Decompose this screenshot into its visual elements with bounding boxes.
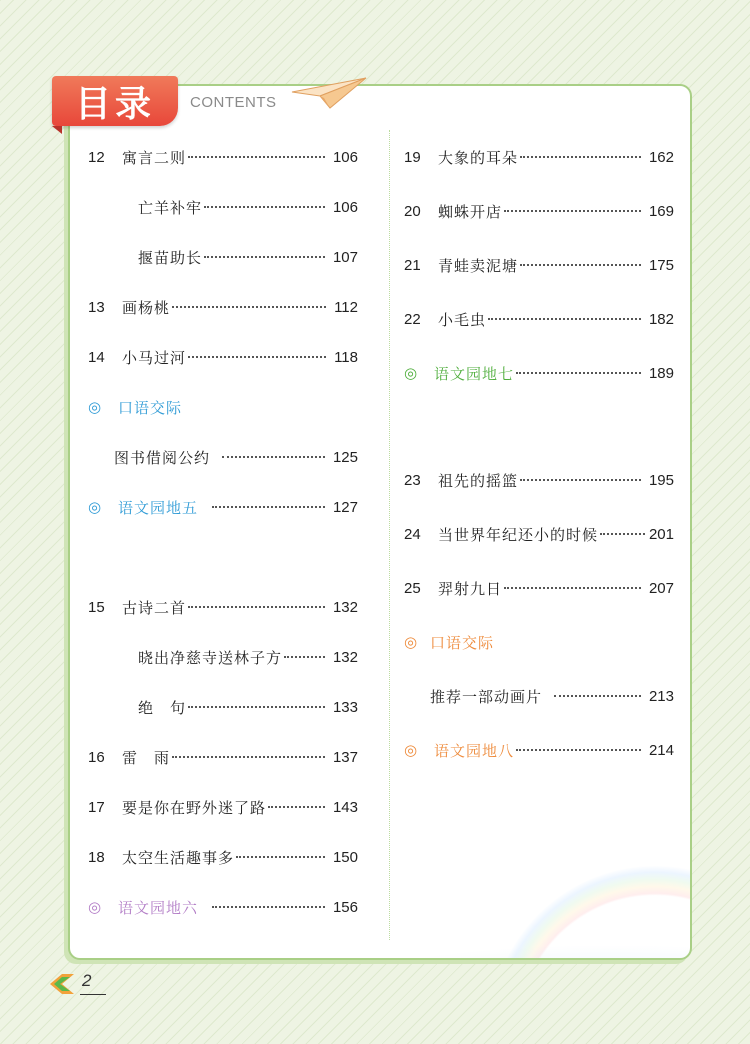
dot-leader — [188, 156, 325, 158]
entry-number: 16 — [88, 748, 105, 766]
dot-leader — [284, 656, 325, 658]
entry-title: 画杨桃 — [122, 298, 171, 317]
entry-page: 106 — [332, 198, 358, 216]
toc-entry[interactable] — [404, 145, 674, 169]
entry-title: 小马过河 — [122, 348, 187, 367]
dot-leader — [520, 479, 641, 481]
dot-leader — [554, 695, 641, 697]
entry-title: 青蛙卖泥塘 — [438, 256, 519, 275]
dot-leader — [520, 264, 641, 266]
dot-leader — [600, 533, 645, 535]
entry-number: 24 — [404, 525, 421, 543]
entry-title: 蜘蛛开店 — [438, 202, 503, 221]
entry-page: 112 — [334, 298, 358, 316]
entry-title: 祖先的摇篮 — [438, 471, 519, 490]
toc-section-heading[interactable] — [88, 395, 358, 419]
toc-section-entry[interactable] — [88, 495, 358, 519]
entry-title: 揠苗助长 — [138, 248, 203, 267]
entry-number: 15 — [88, 598, 105, 616]
toc-entry[interactable] — [404, 522, 674, 546]
entry-page: 214 — [648, 741, 674, 759]
toc-subentry[interactable] — [114, 445, 358, 469]
dot-leader — [204, 256, 325, 258]
dot-leader — [504, 210, 641, 212]
toc-entry[interactable] — [88, 595, 358, 619]
entry-page: 182 — [648, 310, 674, 328]
entry-page: 118 — [334, 348, 358, 366]
toc-subentry[interactable] — [138, 245, 358, 269]
dot-leader — [188, 706, 325, 708]
toc-entry[interactable] — [404, 199, 674, 223]
entry-page: 133 — [332, 698, 358, 716]
entry-page: 107 — [332, 248, 358, 266]
bullseye-icon: ◎ — [404, 633, 418, 651]
dot-leader — [516, 372, 641, 374]
entry-page: 137 — [332, 748, 358, 766]
entry-title: 推荐一部动画片 — [430, 687, 543, 706]
entry-page: 175 — [648, 256, 674, 274]
toc-section-entry[interactable] — [404, 738, 674, 762]
dot-leader — [236, 856, 325, 858]
entry-title: 雷 雨 — [122, 748, 171, 767]
entry-title: 寓言二则 — [122, 148, 187, 167]
section-title: 语文园地七 — [434, 364, 515, 383]
entry-title: 绝 句 — [138, 698, 187, 717]
entry-title: 亡羊补牢 — [138, 198, 203, 217]
dot-leader — [504, 587, 641, 589]
toc-entry[interactable] — [88, 795, 358, 819]
title-fold-decoration — [52, 126, 62, 134]
entry-number: 23 — [404, 471, 421, 489]
entry-page: 106 — [332, 148, 358, 166]
bullseye-icon: ◎ — [88, 398, 102, 416]
toc-section-entry[interactable] — [404, 361, 674, 385]
dot-leader — [488, 318, 641, 320]
cloud-decoration — [300, 946, 692, 960]
toc-section-entry[interactable] — [88, 895, 358, 919]
entry-page: 132 — [332, 598, 358, 616]
toc-entry[interactable] — [88, 295, 358, 319]
toc-subentry[interactable] — [138, 645, 358, 669]
entry-title: 大象的耳朵 — [438, 148, 519, 167]
page-number-underline — [80, 994, 106, 995]
entry-number: 22 — [404, 310, 421, 328]
entry-page: 201 — [648, 525, 674, 543]
entry-page: 189 — [648, 364, 674, 382]
entry-page: 195 — [648, 471, 674, 489]
toc-subentry[interactable] — [138, 695, 358, 719]
entry-number: 14 — [88, 348, 105, 366]
toc-entry[interactable] — [88, 745, 358, 769]
page-title: 目录 — [52, 76, 178, 126]
entry-number: 21 — [404, 256, 421, 274]
section-title: 语文园地八 — [434, 741, 515, 760]
toc-subentry[interactable] — [430, 684, 674, 708]
dot-leader — [268, 806, 325, 808]
section-title: 语文园地六 — [118, 898, 199, 917]
dot-leader — [222, 456, 325, 458]
toc-entry[interactable] — [404, 468, 674, 492]
bullseye-icon: ◎ — [404, 364, 418, 382]
toc-entry[interactable] — [404, 576, 674, 600]
toc-entry[interactable] — [88, 845, 358, 869]
toc-entry[interactable] — [404, 307, 674, 331]
toc-entry[interactable] — [88, 345, 358, 369]
bullseye-icon: ◎ — [88, 898, 102, 916]
dot-leader — [516, 749, 641, 751]
entry-page: 150 — [332, 848, 358, 866]
toc-subentry[interactable] — [138, 195, 358, 219]
toc-entry[interactable] — [404, 253, 674, 277]
entry-page: 213 — [648, 687, 674, 705]
entry-number: 12 — [88, 148, 105, 166]
chevron-left-icon — [50, 974, 74, 994]
toc-entry[interactable] — [88, 145, 358, 169]
entry-number: 13 — [88, 298, 105, 316]
dot-leader — [204, 206, 325, 208]
toc-section-heading[interactable] — [404, 630, 674, 654]
entry-number: 17 — [88, 798, 105, 816]
section-title: 口语交际 — [118, 398, 183, 417]
entry-page: 127 — [332, 498, 358, 516]
entry-page: 207 — [648, 579, 674, 597]
entry-page: 169 — [648, 202, 674, 220]
entry-page: 156 — [332, 898, 358, 916]
dot-leader — [188, 356, 326, 358]
entry-page: 132 — [332, 648, 358, 666]
entry-page: 125 — [332, 448, 358, 466]
dot-leader — [212, 506, 325, 508]
entry-title: 小毛虫 — [438, 310, 487, 329]
page-subtitle: CONTENTS — [190, 94, 277, 111]
section-title: 口语交际 — [430, 633, 495, 652]
entry-title: 太空生活趣事多 — [122, 848, 235, 867]
entry-title: 羿射九日 — [438, 579, 503, 598]
entry-title: 古诗二首 — [122, 598, 187, 617]
dot-leader — [188, 606, 325, 608]
section-title: 语文园地五 — [118, 498, 199, 517]
entry-title: 图书借阅公约 — [114, 448, 211, 467]
entry-title: 晓出净慈寺送林子方 — [138, 648, 283, 667]
dot-leader — [212, 906, 325, 908]
dot-leader — [520, 156, 641, 158]
entry-number: 18 — [88, 848, 105, 866]
entry-number: 19 — [404, 148, 421, 166]
entry-page: 162 — [648, 148, 674, 166]
entry-number: 25 — [404, 579, 421, 597]
entry-title: 当世界年纪还小的时候 — [438, 525, 599, 544]
dot-leader — [172, 306, 326, 308]
page-number: 2 — [82, 971, 92, 990]
column-divider — [389, 130, 390, 940]
bullseye-icon: ◎ — [404, 741, 418, 759]
entry-page: 143 — [332, 798, 358, 816]
entry-title: 要是你在野外迷了路 — [122, 798, 267, 817]
dot-leader — [172, 756, 325, 758]
entry-number: 20 — [404, 202, 421, 220]
paper-plane-icon — [290, 72, 368, 112]
bullseye-icon: ◎ — [88, 498, 102, 516]
